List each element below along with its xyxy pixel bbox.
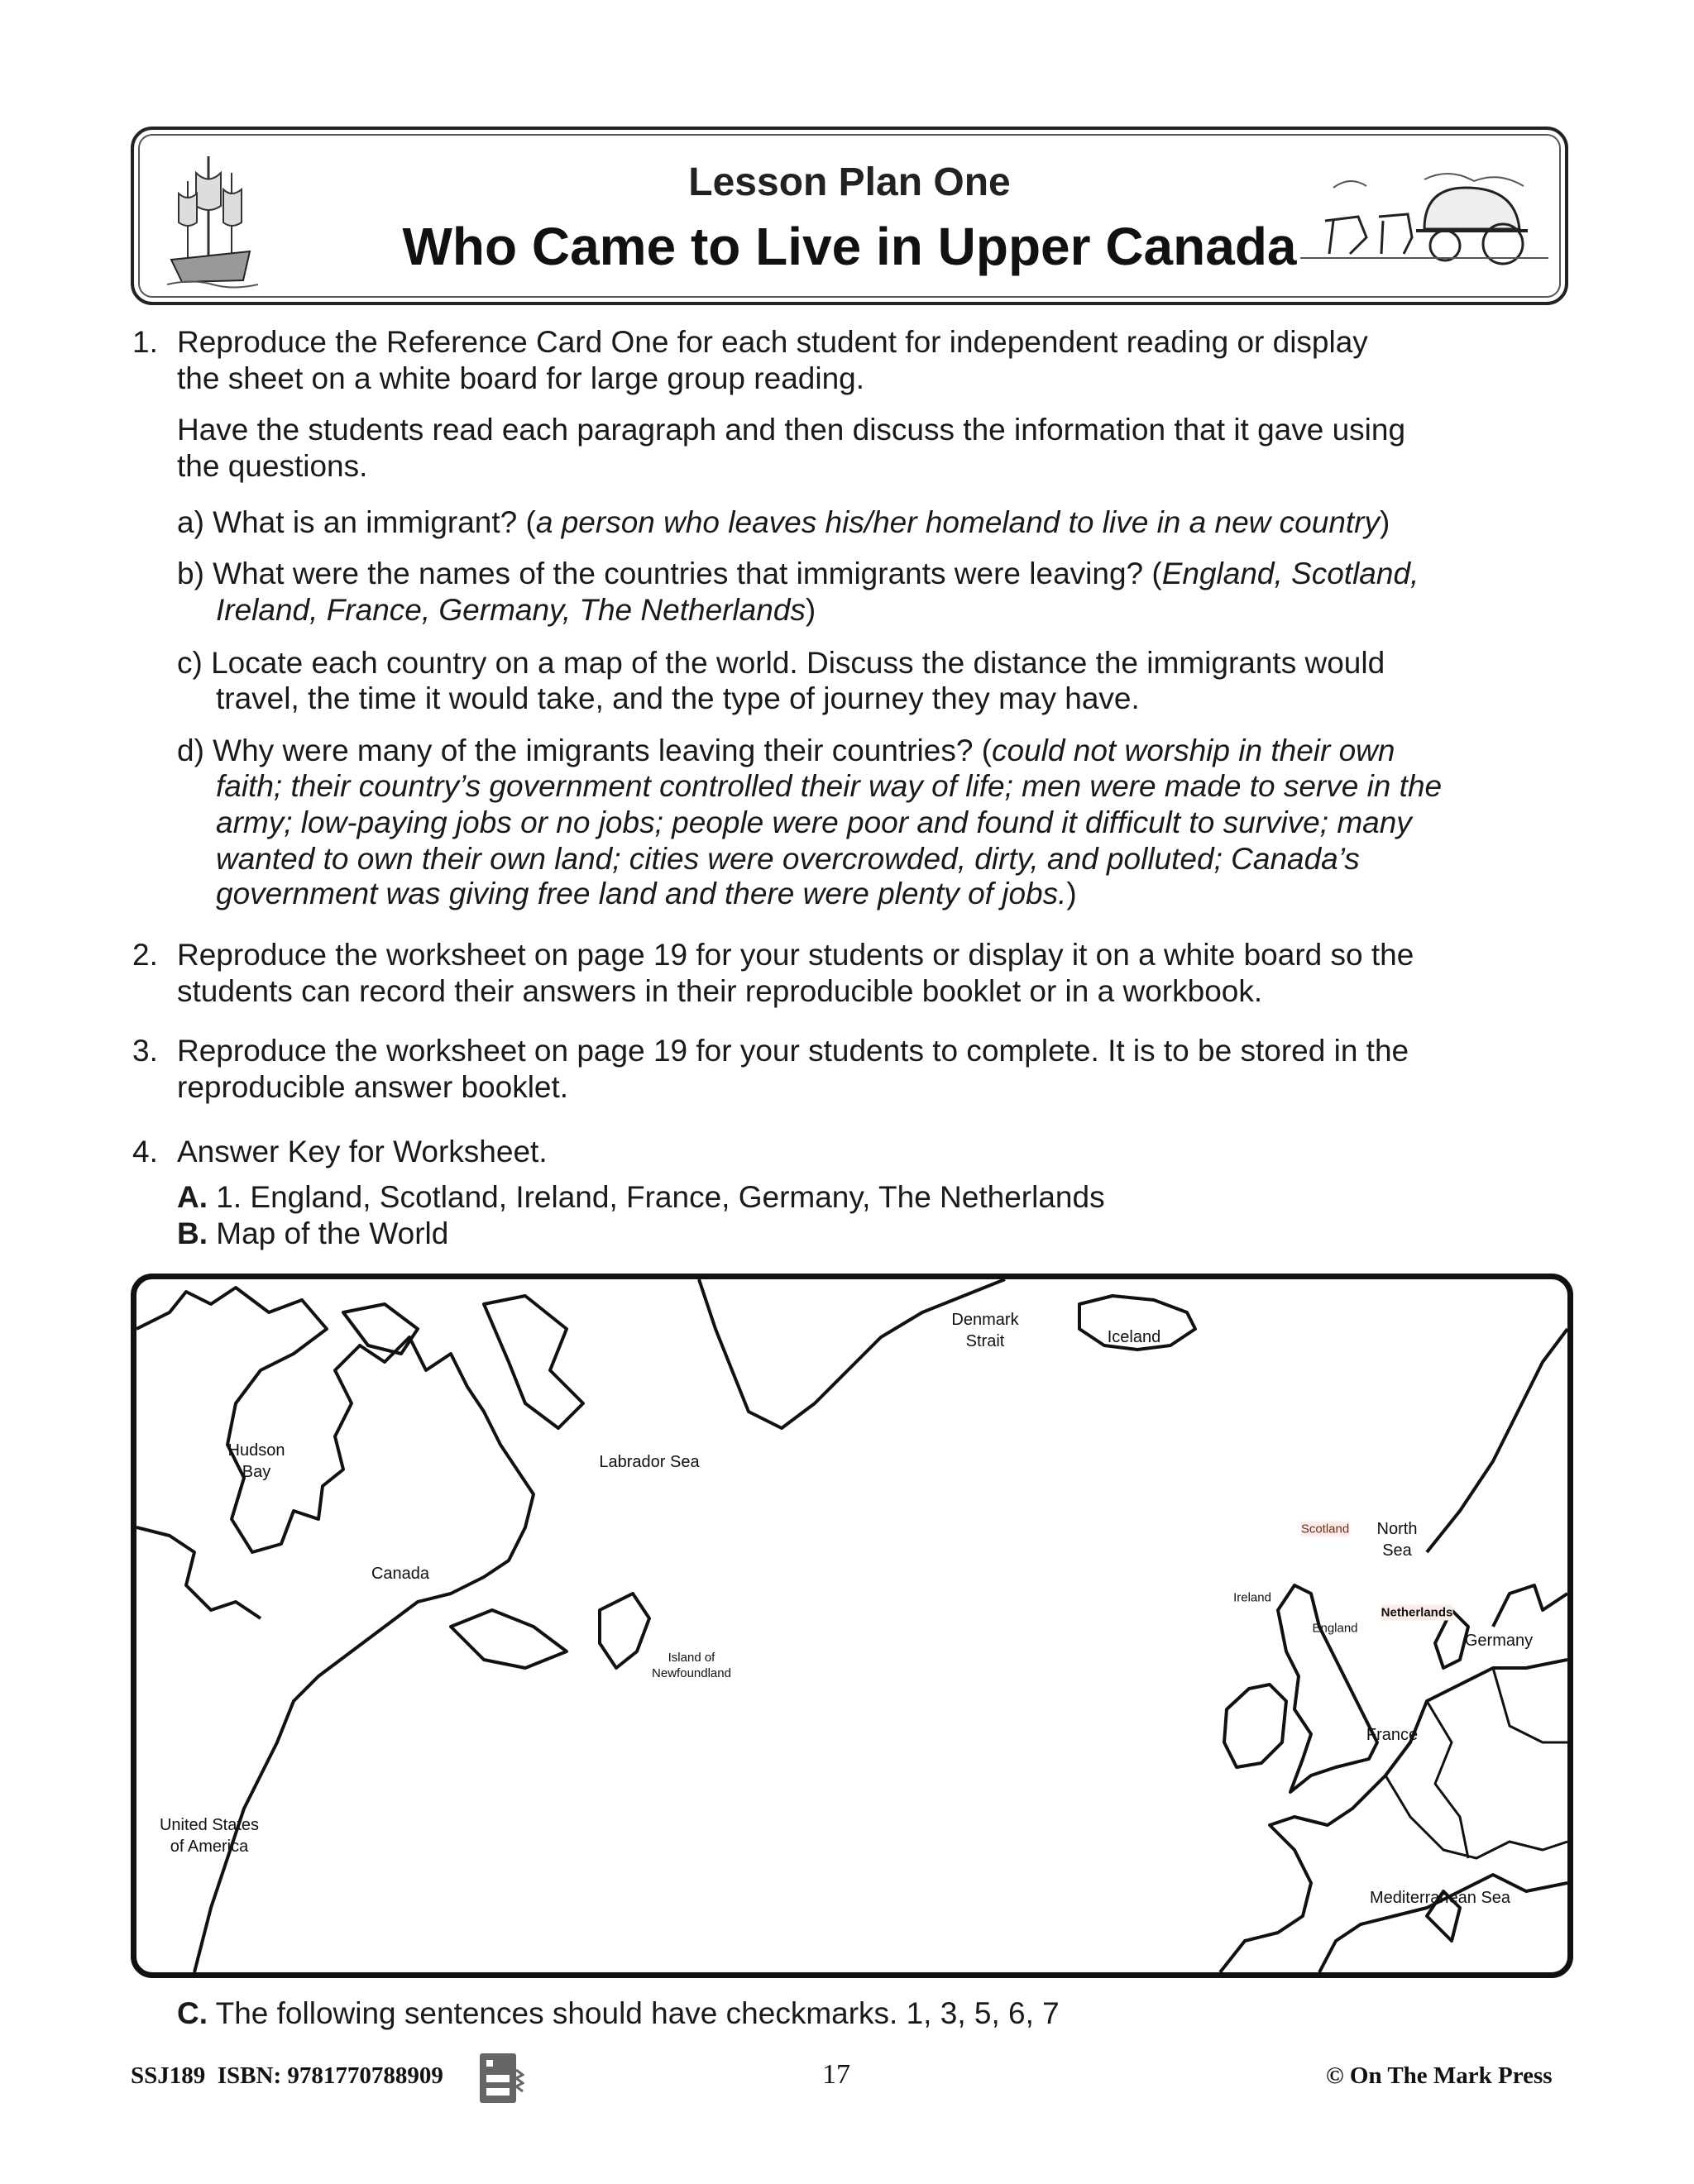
answer-text: faith; their country’s government controlled their way of life; men were made to serve in the — [216, 769, 1443, 803]
paren: ) — [805, 593, 816, 627]
label-usa — [160, 1814, 259, 1857]
answer-text: could not worship in their own — [992, 734, 1395, 767]
item-3-text: reproducible answer booklet. — [177, 1070, 569, 1104]
label-line: Island of — [668, 1651, 715, 1665]
label-line: of America — [170, 1838, 249, 1856]
question-d-cont — [216, 876, 1077, 912]
lesson-title: Who Came to Live in Upper Canada — [402, 217, 1297, 276]
label-line: Hudson — [227, 1441, 285, 1460]
answer-label: B. — [177, 1216, 208, 1250]
label-north-sea — [1377, 1518, 1418, 1561]
answer-text: 1. England, Scotland, Ireland, France, Germany, The Netherlands — [208, 1180, 1105, 1214]
label-line: Newfoundland — [652, 1666, 731, 1680]
lesson-header — [131, 127, 1568, 305]
answer-text: government was giving free land and there were plenty of jobs. — [216, 877, 1067, 910]
answer-key-b — [177, 1216, 448, 1252]
world-map — [131, 1274, 1573, 1978]
item-number: 4. — [132, 1135, 158, 1168]
lesson-subtitle: Lesson Plan One — [688, 160, 1011, 204]
label-line: Strait — [965, 1332, 1005, 1350]
label-iceland: Iceland — [1107, 1328, 1161, 1346]
answer-label: C. — [177, 1996, 208, 2030]
item-1-text: the sheet on a white board for large group reading. — [177, 361, 865, 395]
label-germany: Germany — [1464, 1632, 1534, 1650]
item-1-paragraph: Have the students read each paragraph and then discuss the information that it gave using — [177, 413, 1406, 447]
label-mediterranean: Mediterranean Sea — [1369, 1889, 1511, 1907]
label-newfoundland — [652, 1650, 731, 1681]
item-1-text: Reproduce the Reference Card One for each student for independent reading or display — [177, 325, 1368, 359]
answer-key-c — [177, 1995, 1060, 2032]
item-1-paragraph: the questions. — [177, 449, 368, 483]
question-d — [177, 733, 1395, 769]
answer-text: wanted to own their own land; cities were overcrowded, dirty, and polluted; Canada’s — [216, 842, 1360, 876]
item-4-text: Answer Key for Worksheet. — [177, 1135, 548, 1168]
label-line: United States — [159, 1816, 260, 1834]
paren: ) — [1066, 877, 1077, 910]
item-2-text: students can record their answers in their reproducible booklet or in a workbook. — [177, 974, 1263, 1008]
answer-key-a — [177, 1179, 1105, 1216]
product-code: SSJ189 — [131, 2062, 206, 2089]
filing-cabinet-icon — [478, 2053, 524, 2103]
label-hudson-bay — [228, 1440, 285, 1483]
item-number: 3. — [132, 1034, 158, 1068]
answer-text: a person who leaves his/her homeland to live in a new country — [535, 505, 1380, 539]
label-line: Denmark — [951, 1311, 1019, 1329]
copyright: © On The Mark Press — [1326, 2062, 1553, 2089]
label-line: Sea — [1382, 1541, 1412, 1560]
question-text: d) Why were many of the imigrants leaving their countries? ( — [177, 734, 993, 767]
answer-label: A. — [177, 1180, 208, 1214]
question-text: b) What were the names of the countries that immigrants were leaving? ( — [177, 557, 1162, 590]
question-c-cont: travel, the time it would take, and the type of journey they may have. — [216, 681, 1140, 715]
label-line: Bay — [242, 1463, 271, 1481]
isbn: ISBN: 9781770788909 — [217, 2062, 443, 2089]
question-b-cont — [216, 592, 816, 628]
footer-code-isbn — [131, 2062, 443, 2090]
label-france: France — [1366, 1726, 1419, 1744]
answer-text: army; low-paying jobs or no jobs; people were poor and found it difficult to survive; many — [216, 805, 1412, 839]
item-number: 2. — [132, 938, 158, 972]
item-number: 1. — [132, 325, 158, 359]
label-denmark-strait — [951, 1309, 1018, 1352]
answer-text: The following sentences should have checkmarks. 1, 3, 5, 6, 7 — [208, 1996, 1060, 2030]
label-line: North — [1376, 1520, 1418, 1538]
label-netherlands: Netherlands — [1381, 1605, 1453, 1620]
question-a — [177, 504, 1390, 541]
item-2-text: Reproduce the worksheet on page 19 for your students or display it on a white board so the — [177, 938, 1414, 972]
label-ireland: Ireland — [1233, 1590, 1271, 1605]
question-text: a) What is an immigrant? ( — [177, 505, 536, 539]
item-3-text: Reproduce the worksheet on page 19 for your students to complete. It is to be stored in the — [177, 1034, 1409, 1068]
question-c: c) Locate each country on a map of the world. Discuss the distance the immigrants would — [177, 646, 1385, 680]
covered-wagon-icon — [1300, 163, 1548, 270]
label-england: England — [1312, 1621, 1358, 1636]
answer-text: Map of the World — [208, 1216, 449, 1250]
page-number: 17 — [822, 2059, 850, 2090]
answer-text: England, Scotland, — [1161, 557, 1419, 590]
answer-text: Ireland, France, Germany, The Netherlands — [216, 593, 806, 627]
label-canada: Canada — [371, 1565, 430, 1583]
paren: ) — [1380, 505, 1390, 539]
question-b — [177, 556, 1419, 592]
label-scotland: Scotland — [1300, 1522, 1350, 1536]
label-labrador-sea: Labrador Sea — [599, 1453, 700, 1471]
